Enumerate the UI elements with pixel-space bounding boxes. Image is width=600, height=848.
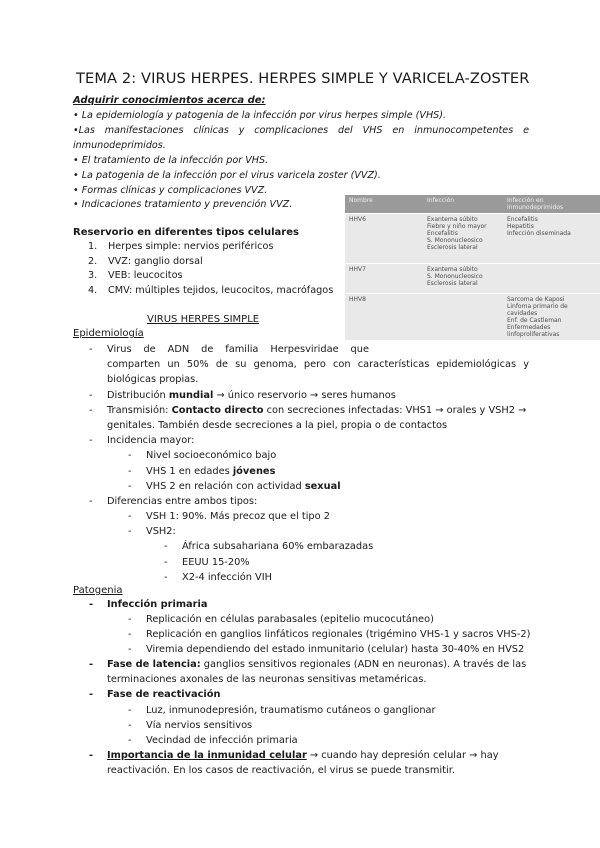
cell-line: Fiebre y niño mayor [427, 223, 487, 230]
path-line: Replicación en células parabasales (epitelio mucocutáneo) [146, 614, 434, 625]
cell-line: Linfoma primario de cavidades [507, 303, 568, 317]
table-cell: HHV6 [345, 214, 423, 264]
list-number: 2. [88, 255, 98, 267]
list-item [88, 240, 333, 255]
epi-line: VSH 1: 90%. Más precoz que el tipo 2 [146, 511, 330, 522]
list-item [88, 284, 333, 299]
path-line: Fase de latencia: ganglios sensitivos regionales (ADN en neuronas). A través de las [107, 659, 527, 670]
list-text: VVZ: ganglio dorsal [108, 255, 203, 267]
cell-line: S. Mononucleosico [427, 273, 483, 280]
cell-line: Encefalitis [507, 216, 538, 223]
path-line: Importancia de la inmunidad celular → cuando hay depresión celular → hay [107, 750, 499, 761]
epi-line: Virus de ADN de familia Herpesviridae que [107, 344, 369, 355]
path-line: Vía nervios sensitivos [146, 720, 253, 731]
epi-line: VHS 2 en relación con actividad sexual [146, 481, 341, 492]
cell-line: Infección diseminada [507, 230, 571, 237]
dash: - [89, 689, 94, 700]
objective-item: • Formas clínicas y complicaciones VVZ. [73, 184, 268, 196]
path-line: Fase de reactivación [107, 689, 221, 700]
cell-line: Encefalitis [427, 230, 458, 237]
epi-line: Nivel socioeconómico bajo [146, 450, 277, 461]
path-line: Luz, inmunodepresión, traumatismo cutáneos o ganglionar [146, 705, 436, 716]
table-cell: HHV8 [345, 294, 423, 341]
path-line: reactivación. En los casos de reactivación, el virus se puede transmitir. [107, 765, 455, 776]
dash: - [89, 599, 94, 610]
dash: - [164, 541, 168, 552]
dash: - [128, 526, 132, 537]
table-cell [503, 264, 600, 294]
epi-line: Distribución mundial → único reservorio → seres humanos [107, 390, 396, 401]
table-row [345, 214, 600, 264]
path-line: Viremia dependiendo del estado inmunitario (celular) hasta 30-40% en HVS2 [146, 644, 525, 655]
list-text: CMV: múltiples tejidos, leucocitos, macrófagos [108, 284, 334, 296]
dash: - [89, 435, 93, 446]
table-header: Infección en inmunodeprimidos [503, 195, 600, 214]
dash: - [89, 405, 93, 416]
dash: - [128, 720, 132, 731]
list-number: 3. [88, 270, 98, 282]
epi-line: VSH2: [146, 526, 176, 537]
path-line: Infección primaria [107, 599, 208, 610]
cell-line: Enf. de Castleman [507, 317, 562, 324]
epi-line: biológicas propias. [107, 374, 199, 385]
cell-line: Exantema súbito [427, 266, 478, 273]
table-cell [423, 214, 503, 264]
objective-item: • La epidemiología y patogenia de la infección por virus herpes simple (VHS). [73, 110, 447, 121]
cell-line: S. Mononucleosico [427, 237, 483, 244]
objectives-heading: Adquirir conocimientos acerca de: [73, 95, 266, 106]
epi-line: Transmisión: Contacto directo con secreciones infectadas: VHS1 → orales y VSH2 → [107, 405, 527, 416]
cell-line: Enfermedades linfoproliferativas [507, 324, 560, 338]
dash: - [128, 705, 132, 716]
path-line: Replicación en ganglios linfáticos regionales (trigémino VHS-1 y sacros VHS-2) [146, 629, 531, 640]
pathogenesis-heading: Patogenia [73, 585, 123, 596]
epi-line: genitales. También desde secreciones a la piel, propia o de contactos [107, 420, 448, 431]
table-cell [503, 214, 600, 264]
page-title: TEMA 2: VIRUS HERPES. HERPES SIMPLE Y VARICELA-ZOSTER [76, 70, 530, 87]
dash: - [164, 572, 168, 583]
objective-item: • La patogenia de la infección por el virus varicela zoster (VVZ). [73, 169, 381, 181]
epidemiology-heading: Epidemiología [73, 328, 144, 339]
epi-line: Incidencia mayor: [107, 435, 195, 446]
epi-line: comparten un 50% de su genoma, pero con características epidemiológicas y [107, 359, 529, 370]
dash: - [128, 466, 132, 477]
list-item [88, 269, 333, 284]
cell-line: Hepatitis [507, 223, 534, 230]
cell-line: Exantema súbito [427, 216, 478, 223]
dash: - [89, 659, 94, 670]
epi-line: África subsahariana 60% embarazadas [182, 541, 374, 552]
dash: - [128, 511, 132, 522]
reservoir-heading: Reservorio en diferentes tipos celulares [73, 227, 299, 238]
dash: - [128, 481, 132, 492]
table-cell [503, 294, 600, 341]
epi-line: EEUU 15-20% [182, 557, 250, 568]
reservoir-list [88, 240, 333, 298]
list-number: 4. [88, 284, 98, 296]
section-title: VIRUS HERPES SIMPLE [147, 314, 260, 325]
list-text: Herpes simple: nervios periféricos [108, 241, 274, 252]
table-cell [423, 264, 503, 294]
table-row [345, 264, 600, 294]
objective-item: • Indicaciones tratamiento y prevención VVZ. [73, 199, 293, 211]
dash: - [89, 750, 94, 761]
cell-line: Sarcoma de Kaposi [507, 296, 565, 303]
table-cell: HHV7 [345, 264, 423, 294]
table-header: Infección [423, 195, 503, 214]
objective-item: • El tratamiento de la infección por VHS. [73, 154, 269, 166]
dash: - [128, 629, 132, 640]
dash: - [164, 557, 168, 568]
objective-item: •Las manifestaciones clínicas y complicaciones del VHS en inmunocompetentes e inmunodeprimidos. [73, 124, 529, 151]
dash: - [89, 344, 93, 355]
epi-line: Diferencias entre ambos tipos: [107, 496, 258, 507]
path-line: terminaciones axonales de las neuronas sensitivas metaméricas. [107, 674, 427, 685]
path-line: Vecindad de infección primaria [146, 735, 298, 746]
dash: - [128, 450, 132, 461]
epi-line: VHS 1 en edades jóvenes [146, 466, 276, 477]
table-cell [423, 294, 503, 341]
list-number: 1. [88, 241, 98, 252]
cell-line: Esclerosis lateral [427, 280, 478, 287]
list-item [88, 255, 333, 270]
dash: - [89, 390, 93, 401]
dash: - [89, 496, 93, 507]
table-header: Nombre [345, 195, 423, 214]
list-text: VEB: leucocitos [108, 270, 183, 282]
table-row [345, 294, 600, 341]
dash: - [128, 644, 132, 655]
epi-line: X2-4 infección VIH [182, 572, 273, 583]
cell-line: Esclerosis lateral [427, 244, 478, 251]
dash: - [128, 614, 132, 625]
table-header-row [345, 195, 600, 214]
herpes-table [345, 195, 600, 340]
dash: - [128, 735, 132, 746]
